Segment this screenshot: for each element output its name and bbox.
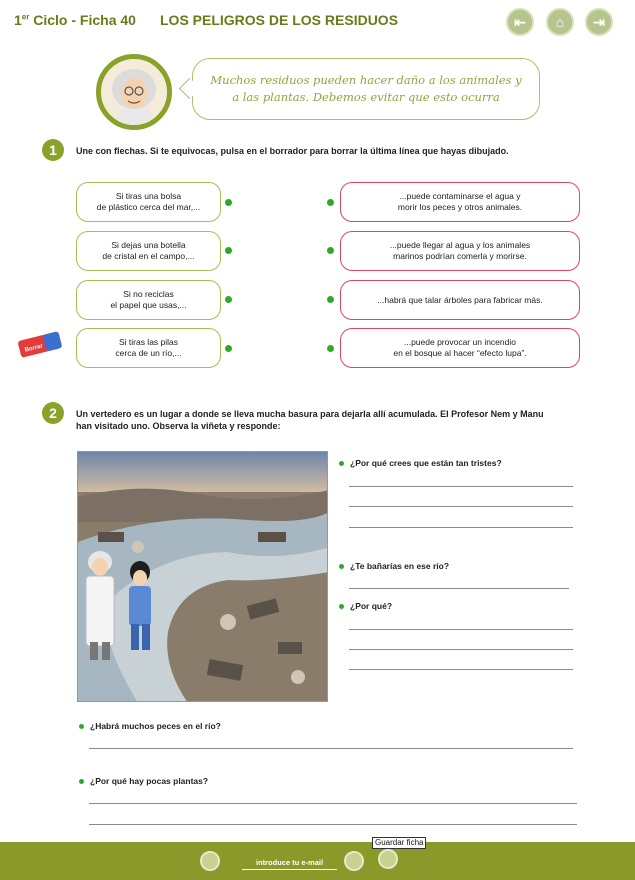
email-input[interactable]: introduce tu e-mail <box>242 856 337 870</box>
match-left-1-line-1: Si tiras una bolsa <box>115 191 182 201</box>
question-3 <box>339 601 392 611</box>
professor-face-icon <box>101 59 167 125</box>
question-1 <box>339 458 502 468</box>
match-right-2[interactable] <box>340 231 580 271</box>
question-3-text: ¿Por qué? <box>350 601 393 611</box>
right-connector-1[interactable] <box>327 199 334 206</box>
match-right-1-line-1: ...puede contaminarse el agua y <box>399 191 521 201</box>
match-right-1[interactable] <box>340 182 580 222</box>
bullet-icon <box>339 604 344 609</box>
answer-3-line-3[interactable] <box>349 669 573 670</box>
bullet-icon <box>339 461 344 466</box>
answer-1-line-3[interactable] <box>349 527 573 528</box>
landfill-scene-icon <box>78 452 328 702</box>
bullet-icon <box>79 724 84 729</box>
bullet-icon <box>339 564 344 569</box>
speech-bubble <box>192 58 540 120</box>
match-right-2-line-1: ...puede llegar al agua y los animales <box>389 240 531 250</box>
answer-3-line-2[interactable] <box>349 649 573 650</box>
professor-avatar <box>96 54 172 130</box>
right-connector-2[interactable] <box>327 247 334 254</box>
bullet-icon <box>79 779 84 784</box>
left-connector-1[interactable] <box>225 199 232 206</box>
eraser-icon <box>16 329 64 361</box>
cycle-number: 1 <box>14 12 22 28</box>
answer-5-line-2[interactable] <box>89 824 577 825</box>
left-connector-3[interactable] <box>225 296 232 303</box>
question-5-text: ¿Por qué hay pocas plantas? <box>90 776 209 786</box>
answer-1-line-1[interactable] <box>349 486 573 487</box>
match-right-3-line-1: ...habrá que talar árboles para fabricar más. <box>377 294 543 305</box>
cycle-superscript: er <box>21 12 30 22</box>
back-icon: ⇤ <box>514 13 526 30</box>
question-5 <box>79 776 208 786</box>
answer-4-line-1[interactable] <box>89 748 573 749</box>
answer-3-line-1[interactable] <box>349 629 573 630</box>
save-tooltip: Guardar ficha <box>372 837 426 849</box>
eraser-label: Borrar <box>24 343 44 354</box>
match-left-3[interactable] <box>76 280 221 320</box>
back-button[interactable] <box>506 8 534 36</box>
save-button[interactable] <box>378 849 398 869</box>
right-connector-3[interactable] <box>327 296 334 303</box>
match-right-3[interactable] <box>340 280 580 320</box>
left-connector-2[interactable] <box>225 247 232 254</box>
question-4-text: ¿Habrá muchos peces en el río? <box>90 721 221 731</box>
landfill-illustration <box>77 451 328 702</box>
answer-2-line-1[interactable] <box>349 588 569 589</box>
match-right-4[interactable] <box>340 328 580 368</box>
bubble-line-2: a las plantas. Debemos evitar que esto ocurra <box>232 90 500 104</box>
question-4 <box>79 721 221 731</box>
match-right-4-line-2: en el bosque al hacer “efecto lupa”. <box>393 348 527 358</box>
match-left-2-line-1: Si dejas una botella <box>111 240 186 250</box>
match-left-1-line-2: de plástico cerca del mar,... <box>96 202 201 212</box>
question-2-text: ¿Te bañarías en ese río? <box>350 561 450 571</box>
cycle-text: Ciclo - Ficha 40 <box>29 12 136 28</box>
cycle-label <box>14 12 136 28</box>
match-left-4-line-2: cerca de un río,... <box>115 348 182 358</box>
bubble-line-1: Muchos residuos pueden hacer daño a los animales y <box>210 73 522 87</box>
exit-icon: ⇥ <box>593 13 605 30</box>
match-left-4-line-1: Si tiras las pilas <box>118 337 179 347</box>
exercise-2-instruction <box>76 408 596 432</box>
eraser-button[interactable] <box>16 329 64 361</box>
answer-5-line-1[interactable] <box>89 803 577 804</box>
match-right-2-line-2: marinos podrían comerla y morirse. <box>393 251 527 261</box>
match-left-3-line-1: Si no reciclas <box>123 289 174 299</box>
answer-1-line-2[interactable] <box>349 506 573 507</box>
match-left-3-line-2: el papel que usas,... <box>110 300 187 310</box>
match-right-4-line-1: ...puede provocar un incendio <box>403 337 516 347</box>
print-button[interactable] <box>200 851 220 871</box>
left-connector-4[interactable] <box>225 345 232 352</box>
match-left-2-line-2: de cristal en el campo,... <box>102 251 195 261</box>
match-left-4[interactable] <box>76 328 221 368</box>
home-button[interactable] <box>546 8 574 36</box>
match-right-1-line-2: morir los peces y otros animales. <box>397 202 523 212</box>
exercise-1-instruction: Une con flechas. Si te equivocas, pulsa en el borrador para borrar la última línea que hayas dibujado. <box>76 146 509 156</box>
home-icon: ⌂ <box>555 14 565 30</box>
right-connector-4[interactable] <box>327 345 334 352</box>
question-2 <box>339 561 449 571</box>
exercise-2-number: 2 <box>42 402 64 424</box>
exercise-2-instruction-line-2: han visitado uno. Observa la viñeta y responde: <box>76 421 281 431</box>
exercise-1-number: 1 <box>42 139 64 161</box>
question-1-text: ¿Por qué crees que están tan tristes? <box>350 458 502 468</box>
exit-button[interactable] <box>585 8 613 36</box>
match-left-1[interactable] <box>76 182 221 222</box>
match-left-2[interactable] <box>76 231 221 271</box>
exercise-2-instruction-line-1: Un vertedero es un lugar a donde se lleva mucha basura para dejarla allí acumulada. El Profesor Nem y Manu <box>76 409 544 419</box>
mail-button[interactable] <box>344 851 364 871</box>
page-title: LOS PELIGROS DE LOS RESIDUOS <box>160 12 399 28</box>
